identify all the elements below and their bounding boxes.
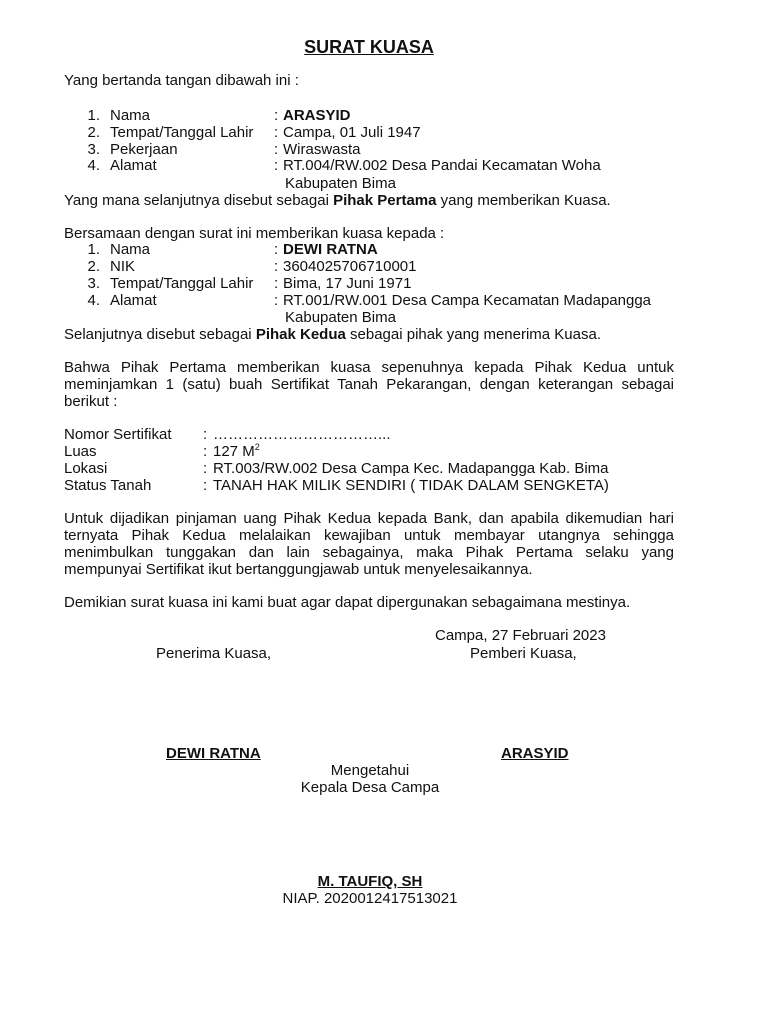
list-number: 2. bbox=[87, 124, 100, 141]
receiver-label: Penerima Kuasa, bbox=[156, 645, 272, 662]
colon: : bbox=[274, 157, 279, 174]
colon: : bbox=[203, 426, 208, 443]
field-value: 3604025706710001 bbox=[283, 258, 417, 275]
colon: : bbox=[274, 141, 279, 158]
colon: : bbox=[203, 477, 208, 494]
field-value: Campa, 01 Juli 1947 bbox=[283, 124, 421, 141]
giver-label: Pemberi Kuasa, bbox=[470, 645, 577, 662]
list-number: 2. bbox=[87, 258, 100, 275]
closing-text: Demikian surat kuasa ini kami buat agar dapat dipergunakan sebagaimana mestinya. bbox=[64, 594, 631, 611]
list-number: 4. bbox=[87, 292, 100, 309]
place-date: Campa, 27 Februari 2023 bbox=[435, 627, 606, 644]
field-label: Alamat bbox=[110, 157, 157, 174]
list-number: 3. bbox=[87, 275, 100, 292]
field-label: Nomor Sertifikat bbox=[64, 426, 172, 443]
field-value: RT.003/RW.002 Desa Campa Kec. Madapangga Kab. Bima bbox=[213, 460, 609, 477]
field-label: Status Tanah bbox=[64, 477, 152, 494]
giver-name: ARASYID bbox=[501, 745, 569, 762]
colon: : bbox=[274, 124, 279, 141]
acknowledged-label: Mengetahui bbox=[330, 762, 410, 779]
list-number: 4. bbox=[87, 157, 100, 174]
purpose-paragraph: Untuk dijadikan pinjaman uang Pihak Kedua kepada Bank, dan apabila dikemudian hari ternyata Pihak Kedua melalaikan kewajiban untuk membayar utangnya sehingga menimbulkan tunggakan dan lain sebagainya, maka Pihak Pertama selaku yang mempunyai Sertifikat ikut bertanggungjawab untuk menyelesaikannya. bbox=[64, 510, 674, 578]
field-label: Nama bbox=[110, 107, 151, 124]
colon: : bbox=[274, 241, 279, 258]
colon: : bbox=[274, 292, 279, 309]
colon: : bbox=[203, 443, 208, 460]
document-title: SURAT KUASA bbox=[304, 37, 434, 57]
field-value: Bima, 17 Juni 1971 bbox=[283, 275, 412, 292]
field-value: 127 $M^2$ bbox=[213, 442, 260, 460]
list-number: 3. bbox=[87, 141, 100, 158]
colon: : bbox=[274, 258, 279, 275]
field-label: NIK bbox=[110, 258, 136, 275]
field-label: Tempat/Tanggal Lahir bbox=[110, 275, 254, 292]
field-value: RT.004/RW.002 Desa Pandai Kecamatan Woha bbox=[283, 157, 601, 174]
field-value: Wiraswasta bbox=[283, 141, 361, 158]
field-value-continued: Kabupaten Bima bbox=[285, 309, 396, 326]
colon: : bbox=[203, 460, 208, 477]
pihak-pertama-term: Pihak Pertama bbox=[333, 192, 437, 209]
pihak-kedua-term: Pihak Kedua bbox=[255, 326, 346, 343]
statement-paragraph: Bahwa Pihak Pertama memberikan kuasa sepenuhnya kepada Pihak Kedua untuk meminjamkan 1 (satu) buah Sertifikat Tanah Pekarangan, dengan keterangan sebagai berikut : bbox=[64, 359, 674, 410]
field-label: Nama bbox=[110, 241, 151, 258]
village-head-title: Kepala Desa Campa bbox=[300, 779, 440, 796]
field-value: RT.001/RW.001 Desa Campa Kecamatan Madapangga bbox=[283, 292, 652, 309]
village-head-name: M. TAUFIQ, SH bbox=[317, 873, 423, 890]
field-label: Lokasi bbox=[64, 460, 108, 477]
intro-text: Yang bertanda tangan dibawah ini : bbox=[64, 72, 299, 89]
field-label: Tempat/Tanggal Lahir bbox=[110, 124, 254, 141]
list-number: 1. bbox=[87, 241, 100, 258]
field-value-continued: Kabupaten Bima bbox=[285, 175, 396, 192]
first-party-summary: Yang mana selanjutnya disebut sebagai Pihak Pertama yang memberikan Kuasa. bbox=[64, 192, 611, 209]
field-label: Luas bbox=[64, 443, 97, 460]
field-value: TANAH HAK MILIK SENDIRI ( TIDAK DALAM SENGKETA) bbox=[213, 477, 609, 494]
field-value: DEWI RATNA bbox=[283, 241, 378, 258]
field-value: ARASYID bbox=[283, 107, 351, 124]
second-party-summary: Selanjutnya disebut sebagai Pihak Kedua sebagai pihak yang menerima Kuasa. bbox=[64, 326, 601, 343]
second-intro-text: Bersamaan dengan surat ini memberikan kuasa kepada : bbox=[64, 225, 445, 242]
field-value: ……………………………... bbox=[213, 426, 391, 443]
field-label: Pekerjaan bbox=[110, 141, 178, 158]
colon: : bbox=[274, 107, 279, 124]
colon: : bbox=[274, 275, 279, 292]
receiver-name: DEWI RATNA bbox=[166, 745, 261, 762]
list-number: 1. bbox=[87, 107, 100, 124]
village-head-niap: NIAP. 2020012417513021 bbox=[282, 890, 458, 907]
field-label: Alamat bbox=[110, 292, 157, 309]
